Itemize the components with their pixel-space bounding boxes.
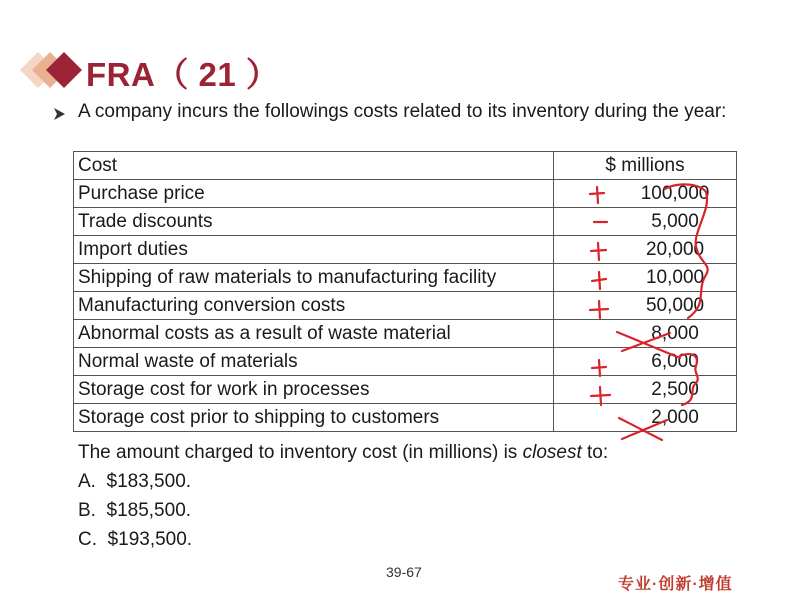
slide-title: FRA（ 21 ） [86,56,280,93]
bullet-arrow-icon [52,106,68,122]
page-number: 39-67 [386,564,422,580]
option-b[interactable]: B. $185,500. [78,500,192,521]
table-row [74,320,737,348]
table-row [74,208,737,236]
prompt-emphasis: closest [522,442,582,463]
row-amount: 2,500 [554,376,737,404]
option-a[interactable]: A. $183,500. [78,471,192,492]
cost-table [73,151,737,432]
table-row [74,292,737,320]
row-item: Purchase price [74,180,554,208]
header-amount: $ millions [554,152,737,180]
footer-slogan: 专业·创新·增值 [618,576,733,593]
row-item: Import duties [74,236,554,264]
question-text: A company incurs the followings costs related to its inventory during the year: [78,101,727,122]
option-c[interactable]: C. $193,500. [78,529,193,550]
question-prompt: The amount charged to inventory cost (in millions) is closest to: [78,442,609,463]
row-item: Shipping of raw materials to manufacturing facility [74,264,554,292]
row-amount: 6,000 [554,348,737,376]
table-row [74,180,737,208]
row-amount: 10,000 [554,264,737,292]
header-cost: Cost [74,152,554,180]
table-row [74,404,737,432]
row-amount: 8,000 [554,320,737,348]
table-header-row [74,152,737,180]
row-amount: 2,000 [554,404,737,432]
table-row [74,264,737,292]
row-item: Manufacturing conversion costs [74,292,554,320]
table-row [74,236,737,264]
row-item: Storage cost for work in processes [74,376,554,404]
row-amount: 50,000 [554,292,737,320]
row-item: Normal waste of materials [74,348,554,376]
row-item: Abnormal costs as a result of waste material [74,320,554,348]
table-row [74,376,737,404]
row-amount: 20,000 [554,236,737,264]
row-item: Storage cost prior to shipping to customers [74,404,554,432]
title-diamonds-icon [20,50,82,90]
table-row [74,348,737,376]
row-amount: 5,000 [554,208,737,236]
row-amount: 100,000 [554,180,737,208]
row-item: Trade discounts [74,208,554,236]
